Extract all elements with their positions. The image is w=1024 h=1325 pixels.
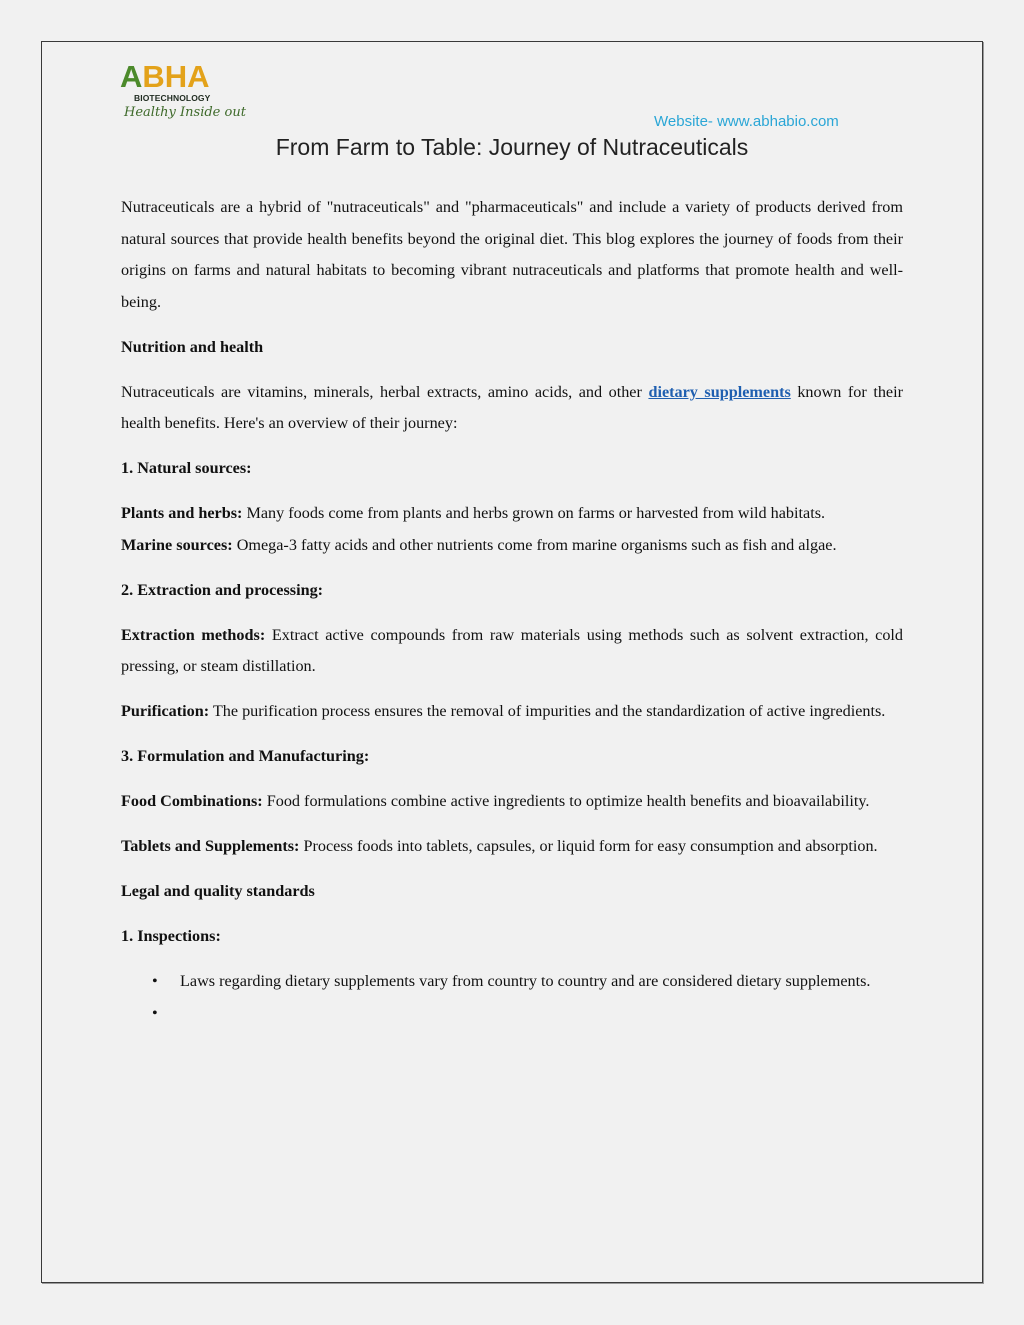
tablets-paragraph: Tablets and Supplements: Process foods into tablets, capsules, or liquid form for easy consumption and absorption. bbox=[121, 837, 878, 855]
dietary-supplements-link[interactable]: dietary supplements bbox=[648, 382, 791, 401]
company-logo bbox=[120, 58, 246, 130]
list-item: • Laws regarding dietary supplements vary from country to country and are considered dietary supplements. bbox=[121, 966, 903, 998]
list-item bbox=[121, 998, 903, 1030]
bullet-icon: • bbox=[152, 972, 158, 990]
section-heading-inspections: 1. Inspections: bbox=[121, 927, 221, 945]
bullet-icon: • bbox=[152, 1003, 158, 1022]
logo-wordmark: ABHA bbox=[120, 59, 210, 94]
section-heading-natural-sources: 1. Natural sources: bbox=[121, 459, 252, 477]
nutrition-paragraph: Nutraceuticals are vitamins, minerals, herbal extracts, amino acids, and other dietary supplements known for their health benefits. Here's an overview of their journey: bbox=[121, 382, 903, 432]
logo-subtitle: BIOTECHNOLOGY bbox=[134, 93, 211, 103]
website-link[interactable]: Website- www.abhabio.com bbox=[654, 113, 839, 130]
section-heading-extraction: 2. Extraction and processing: bbox=[121, 580, 324, 599]
document-title: From Farm to Table: Journey of Nutraceuticals bbox=[275, 134, 749, 160]
food-combinations-paragraph: Food Combinations: Food formulations combine active ingredients to optimize health benefits and bioavailability. bbox=[121, 792, 870, 810]
section-heading-formulation: 3. Formulation and Manufacturing: bbox=[121, 747, 370, 765]
logo-tagline: Healthy Inside out bbox=[124, 105, 246, 120]
extraction-methods-paragraph: Extraction methods: Extract active compounds from raw materials using methods such as solvent extraction, cold pressing, or steam distillation. bbox=[121, 625, 904, 675]
purification-paragraph: Purification: The purification process ensures the removal of impurities and the standardization of active ingredients. bbox=[121, 702, 886, 720]
leaf-icon: A bbox=[120, 59, 143, 94]
document-body bbox=[121, 192, 903, 1029]
intro-paragraph: Nutraceuticals are a hybrid of "nutraceuticals" and "pharmaceuticals" and include a variety of products derived from natural sources that provide health benefits beyond the original diet. This blog explores the journey of foods from their origins on farms and natural habitats to becoming vibrant nutraceuticals and platforms that promote health and well-being. bbox=[121, 198, 903, 311]
natural-sources-paragraph: Plants and herbs: Many foods come from plants and herbs grown on farms or harvested from wild habitats. Marine sources: Omega-3 fatty acids and other nutrients come from marine organisms such as fish and algae. bbox=[121, 504, 837, 554]
inspections-list bbox=[121, 966, 903, 1029]
section-heading-nutrition: Nutrition and health bbox=[121, 337, 264, 356]
section-heading-legal: Legal and quality standards bbox=[121, 882, 315, 900]
